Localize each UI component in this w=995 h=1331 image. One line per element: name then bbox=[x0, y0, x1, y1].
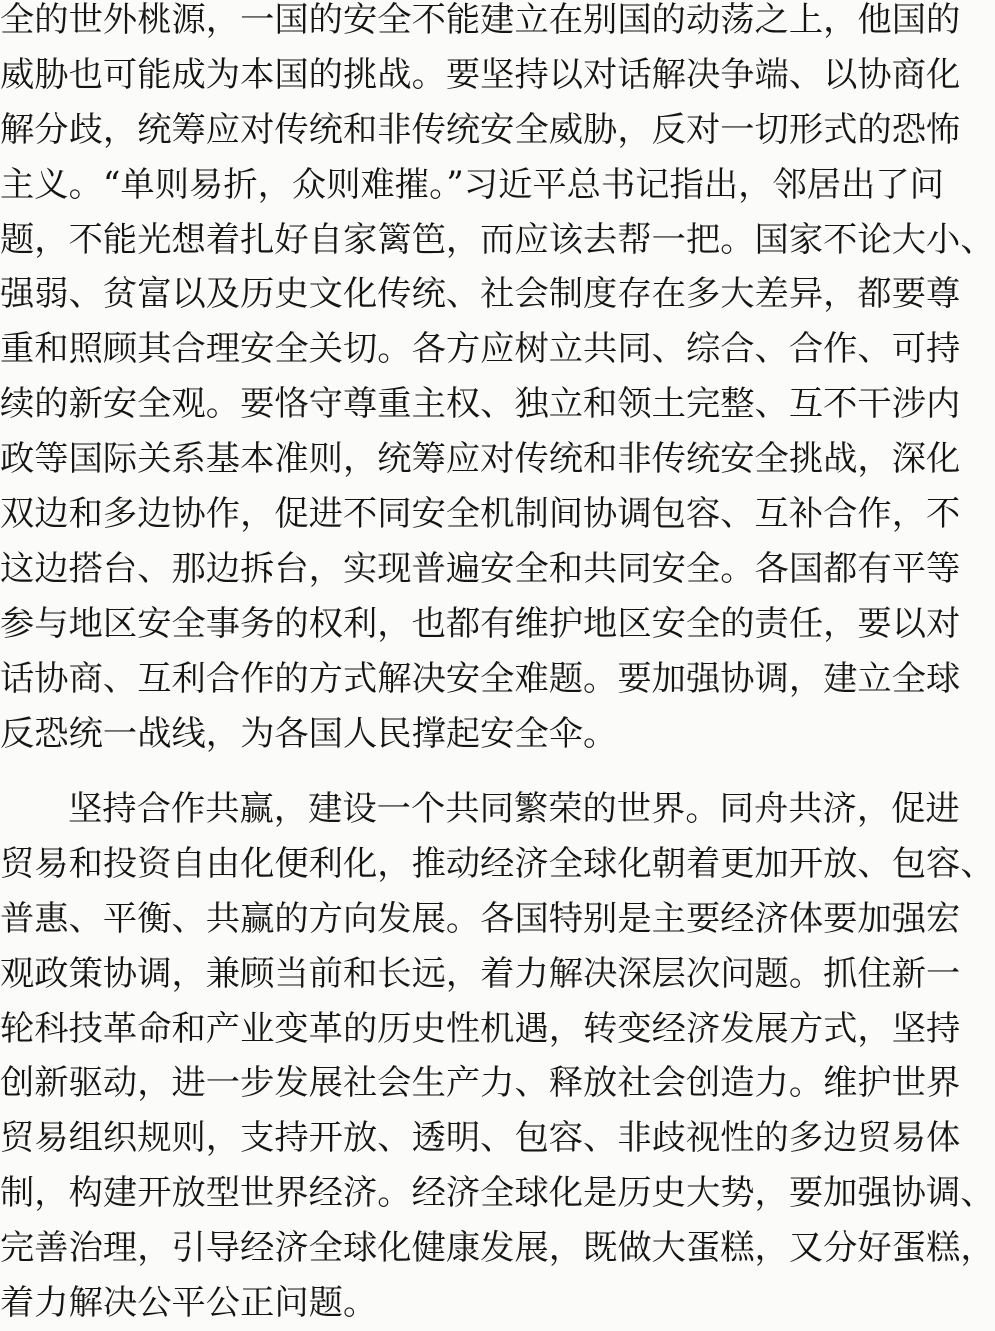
text-line: 参与地区安全事务的权利，也都有维护地区安全的责任，要以对 bbox=[0, 603, 961, 644]
text-line-first: 坚持合作共赢，建设一个共同繁荣的世界。同舟共济，促进 bbox=[68, 789, 960, 829]
text-line: 完善治理，引导经济全球化健康发展，既做大蛋糕，又分好蛋糕， bbox=[0, 1228, 995, 1269]
text-line: 普惠、平衡、共赢的方向发展。各国特别是主要经济体要加强宏 bbox=[0, 898, 961, 939]
paragraph-prosperity bbox=[0, 782, 995, 1331]
text-line: 创新驱动，进一步发展社会生产力、释放社会创造力。维护世界 bbox=[0, 1063, 961, 1104]
text-line: 解分歧，统筹应对传统和非传统安全威胁，反对一切形式的恐怖 bbox=[0, 109, 961, 150]
text-line: 强弱、贫富以及历史文化传统、社会制度存在多大差异，都要尊 bbox=[0, 274, 961, 315]
text-line: 反恐统一战线，为各国人民撑起安全伞。 bbox=[0, 713, 618, 754]
text-line: 重和照顾其合理安全关切。各方应树立共同、综合、合作、可持 bbox=[0, 329, 961, 370]
text-line: 全的世外桃源，一国的安全不能建立在别国的动荡之上，他国的 bbox=[0, 0, 961, 40]
text-line: 轮科技革命和产业变革的历史性机遇，转变经济发展方式，坚持 bbox=[0, 1008, 961, 1049]
text-line: 题，不能光想着扎好自家篱笆，而应该去帮一把。国家不论大小、 bbox=[0, 219, 995, 260]
text-line: 着力解决公平公正问题。 bbox=[0, 1283, 378, 1324]
text-line: 话协商、互利合作的方式解决安全难题。要加强协调，建立全球 bbox=[0, 658, 961, 699]
text-line: 续的新安全观。要恪守尊重主权、独立和领土完整、互不干涉内 bbox=[0, 384, 961, 425]
text-line: 这边搭台、那边拆台，实现普遍安全和共同安全。各国都有平等 bbox=[0, 548, 961, 589]
text-line: 政等国际关系基本准则，统筹应对传统和非传统安全挑战，深化 bbox=[0, 439, 961, 480]
text-line: 贸易组织规则，支持开放、透明、包容、非歧视性的多边贸易体 bbox=[0, 1118, 961, 1159]
text-line: 主义。“单则易折，众则难摧。”习近平总书记指出，邻居出了问 bbox=[0, 164, 944, 205]
text-line: 观政策协调，兼顾当前和长远，着力解决深层次问题。抓住新一 bbox=[0, 953, 961, 994]
text-line: 贸易和投资自由化便利化，推动经济全球化朝着更加开放、包容、 bbox=[0, 843, 995, 884]
text-line: 双边和多边协作，促进不同安全机制间协调包容、互补合作，不 bbox=[0, 494, 961, 535]
text-line: 威胁也可能成为本国的挑战。要坚持以对话解决争端、以协商化 bbox=[0, 54, 961, 95]
text-line: 制，构建开放型世界经济。经济全球化是历史大势，要加强协调、 bbox=[0, 1173, 995, 1214]
